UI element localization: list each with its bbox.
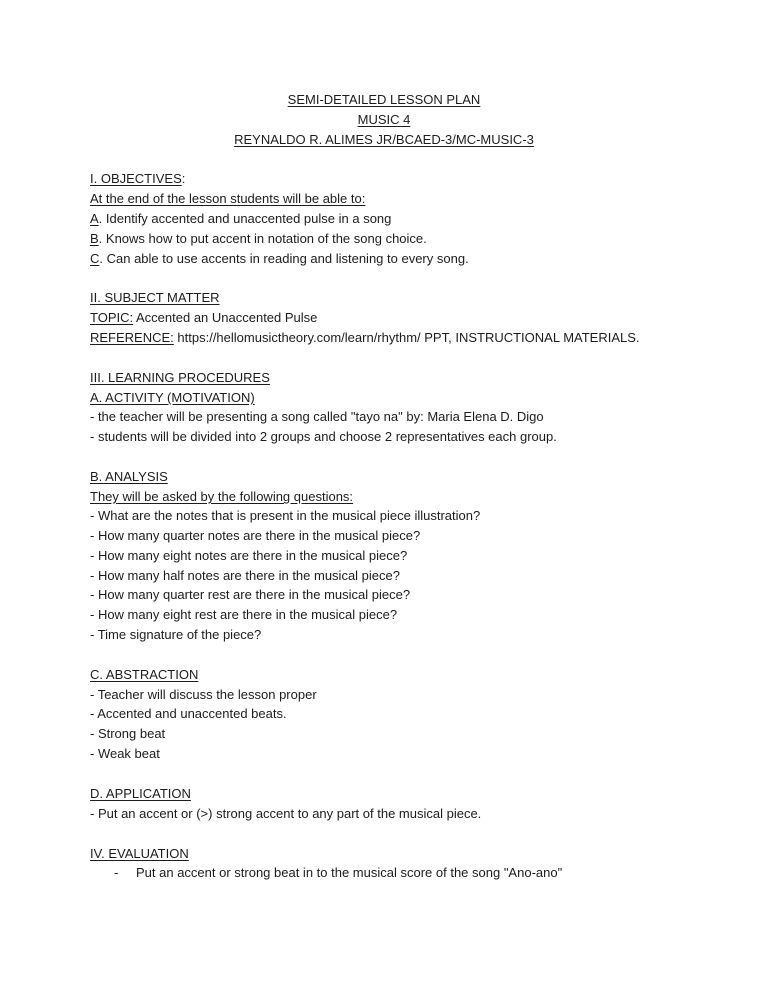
analysis-question: - What are the notes that is present in the musical piece illustration?	[90, 508, 481, 523]
document-author: REYNALDO R. ALIMES JR/BCAED-3/MC-MUSIC-3	[234, 132, 534, 147]
analysis-intro: They will be asked by the following questions:	[90, 489, 354, 504]
evaluation-bullet: -	[114, 865, 119, 880]
objective-item-b	[90, 231, 427, 247]
analysis-heading: B. ANALYSIS	[90, 469, 168, 484]
objective-text: . Can able to use accents in reading and listening to every song.	[99, 251, 469, 266]
procedures-heading: III. LEARNING PROCEDURES	[90, 370, 270, 385]
objectives-heading-line	[90, 171, 185, 187]
application-heading: D. APPLICATION	[90, 786, 191, 801]
objective-label: A	[90, 211, 99, 226]
evaluation-heading: IV. EVALUATION	[90, 846, 189, 861]
objective-label: B	[90, 231, 99, 246]
document-title: SEMI-DETAILED LESSON PLAN	[287, 92, 481, 107]
analysis-question: - How many quarter notes are there in the musical piece?	[90, 528, 421, 543]
abstraction-line: - Teacher will discuss the lesson proper	[90, 687, 317, 702]
activity-heading: A. ACTIVITY (MOTIVATION)	[90, 390, 255, 405]
application-line: - Put an accent or (>) strong accent to any part of the musical piece.	[90, 806, 482, 821]
reference-value: https://hellomusictheory.com/learn/rhythm/ PPT, INSTRUCTIONAL MATERIALS.	[173, 330, 640, 345]
evaluation-text: Put an accent or strong beat in to the musical score of the song "Ano-ano"	[136, 865, 563, 880]
abstraction-line: - Strong beat	[90, 726, 166, 741]
analysis-question: - How many eight rest are there in the musical piece?	[90, 607, 398, 622]
objective-label: C	[90, 251, 100, 266]
analysis-question: - How many eight notes are there in the musical piece?	[90, 548, 408, 563]
objectives-heading: I. OBJECTIVES	[90, 171, 182, 186]
topic-label: TOPIC:	[90, 310, 134, 325]
abstraction-line: - Weak beat	[90, 746, 160, 761]
activity-line: - the teacher will be presenting a song called "tayo na" by: Maria Elena D. Digo	[90, 409, 544, 424]
objective-item-c	[90, 251, 469, 267]
objectives-colon: :	[181, 171, 186, 186]
topic-line	[90, 310, 317, 326]
reference-label: REFERENCE:	[90, 330, 174, 345]
topic-value: Accented an Unaccented Pulse	[133, 310, 318, 325]
analysis-question: - Time signature of the piece?	[90, 627, 262, 642]
analysis-question: - How many half notes are there in the musical piece?	[90, 568, 400, 583]
subject-matter-heading: II. SUBJECT MATTER	[90, 290, 220, 305]
activity-line: - students will be divided into 2 groups and choose 2 representatives each group.	[90, 429, 557, 444]
analysis-question: - How many quarter rest are there in the musical piece?	[90, 587, 411, 602]
objectives-intro: At the end of the lesson students will be able to:	[90, 191, 366, 206]
objective-item-a	[90, 211, 391, 227]
objective-text: . Identify accented and unaccented pulse in a song	[98, 211, 392, 226]
reference-line	[90, 330, 640, 346]
abstraction-heading: C. ABSTRACTION	[90, 667, 199, 682]
document-subject: MUSIC 4	[357, 112, 411, 127]
objective-text: . Knows how to put accent in notation of the song choice.	[98, 231, 427, 246]
abstraction-line: - Accented and unaccented beats.	[90, 706, 287, 721]
